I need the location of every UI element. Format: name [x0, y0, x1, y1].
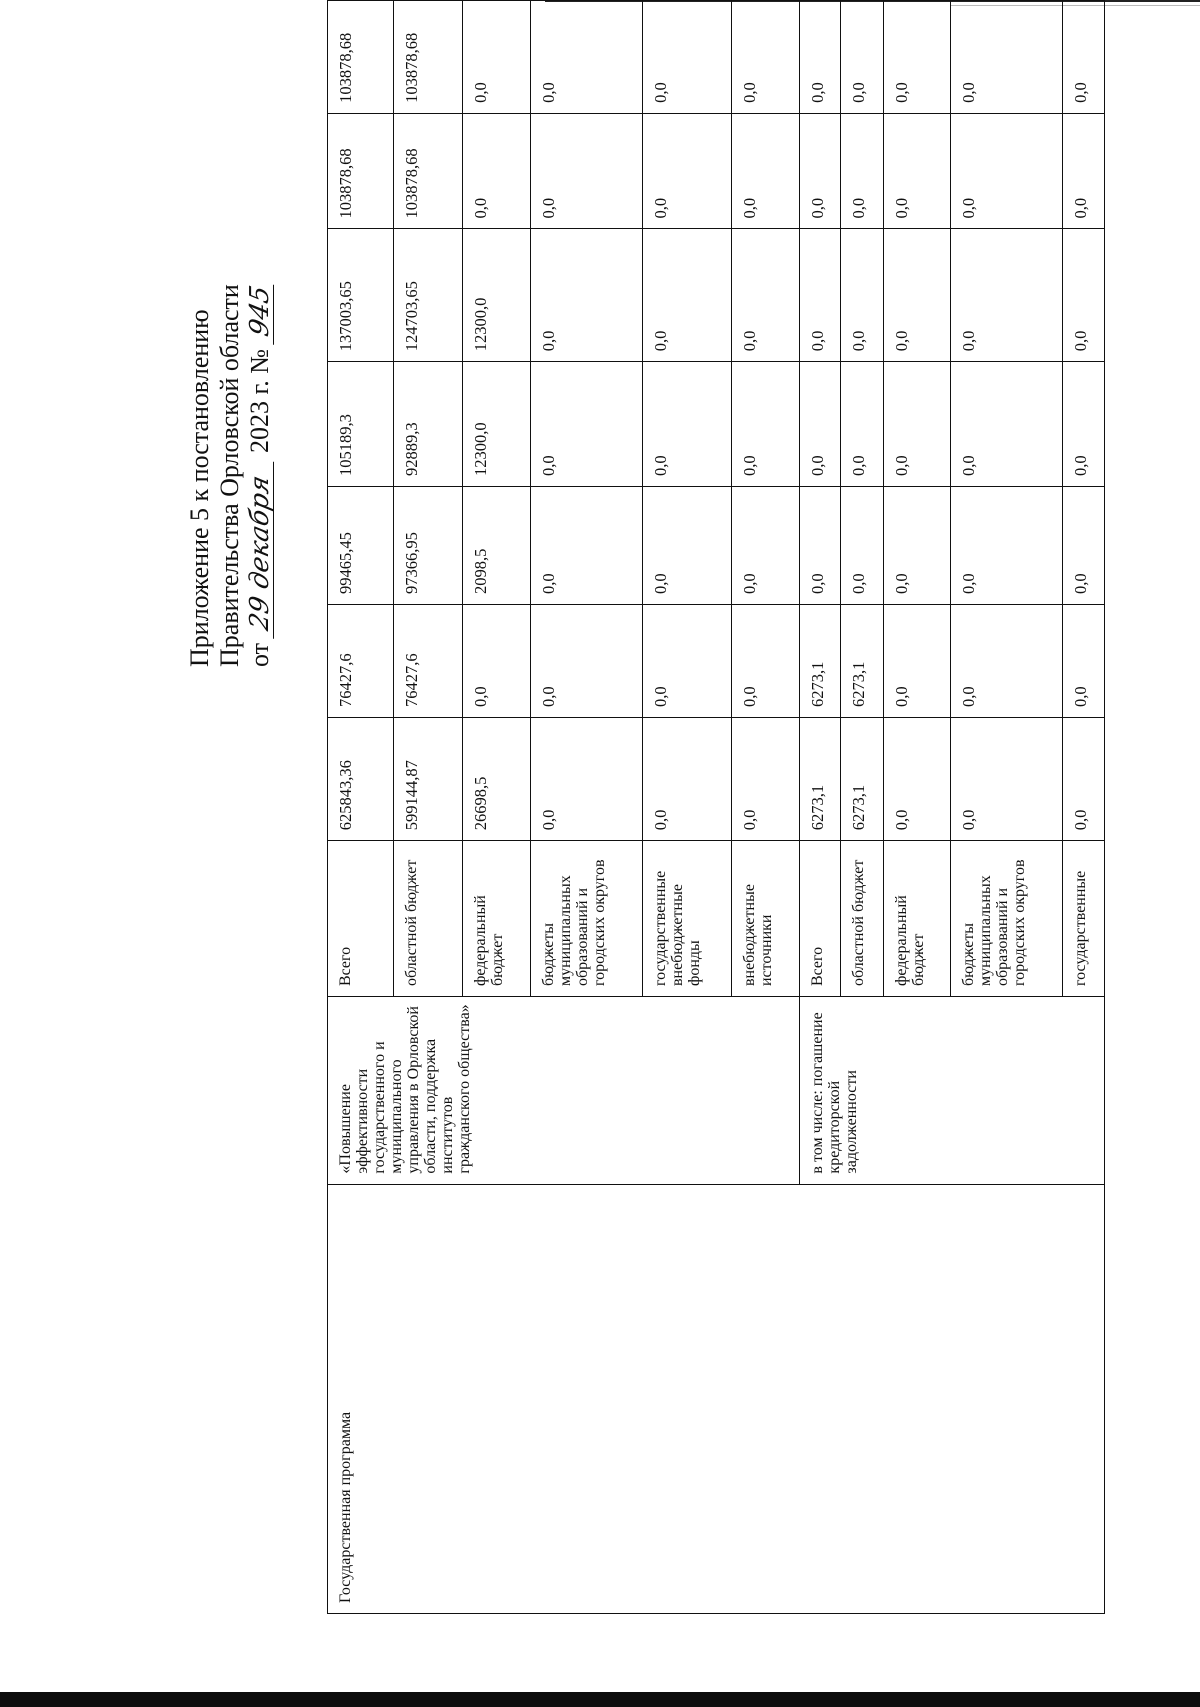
value-cell: 97366,95	[394, 486, 463, 604]
source-cell: Всего	[800, 841, 841, 997]
value-cell: 0,0	[951, 1, 1063, 114]
source-cell: бюджеты муниципальных образований и городских округов	[531, 841, 643, 997]
value-cell: 0,0	[1063, 717, 1105, 840]
value-cell: 625843,36	[328, 717, 394, 840]
value-cell: 0,0	[1063, 362, 1105, 487]
value-cell: 0,0	[643, 113, 732, 229]
header-prefix: от	[245, 642, 274, 667]
value-cell: 103878,68	[394, 1, 463, 114]
value-cell: 124703,65	[394, 229, 463, 362]
value-cell: 0,0	[951, 605, 1063, 718]
value-cell: 0,0	[1063, 486, 1105, 604]
value-cell: 99465,45	[328, 486, 394, 604]
value-cell: 0,0	[732, 362, 800, 487]
value-cell: 0,0	[643, 486, 732, 604]
value-cell: 0,0	[531, 605, 643, 718]
value-cell: 6273,1	[841, 717, 884, 840]
value-cell: 0,0	[531, 362, 643, 487]
value-cell: 0,0	[643, 362, 732, 487]
source-cell: внебюджетные источники	[732, 841, 800, 997]
source-cell: федеральный бюджет	[463, 841, 531, 997]
handwritten-number: 945	[247, 280, 274, 346]
value-cell: 0,0	[1063, 1, 1105, 114]
source-cell: федеральный бюджет	[884, 841, 951, 997]
value-cell: 0,0	[531, 229, 643, 362]
source-cell: государственные	[1063, 841, 1105, 997]
value-cell: 0,0	[531, 717, 643, 840]
value-cell: 0,0	[800, 486, 841, 604]
value-cell: 12300,0	[463, 362, 531, 487]
debt-label-cell: в том числе: погашение кредиторской задолженности	[800, 997, 1105, 1185]
value-cell: 0,0	[884, 717, 951, 840]
value-cell: 0,0	[884, 486, 951, 604]
value-cell: 103878,68	[394, 113, 463, 229]
value-cell: 0,0	[884, 229, 951, 362]
value-cell: 0,0	[951, 229, 1063, 362]
value-cell: 0,0	[884, 362, 951, 487]
value-cell: 0,0	[800, 113, 841, 229]
value-cell: 0,0	[884, 113, 951, 229]
header-line-1: Приложение 5 к постановлению	[185, 309, 214, 667]
value-cell: 0,0	[951, 486, 1063, 604]
value-cell: 0,0	[951, 113, 1063, 229]
value-cell: 0,0	[800, 362, 841, 487]
source-cell: областной бюджет	[394, 841, 463, 997]
value-cell: 0,0	[800, 229, 841, 362]
value-cell: 0,0	[643, 229, 732, 362]
value-cell: 0,0	[531, 113, 643, 229]
value-cell: 6273,1	[800, 717, 841, 840]
value-cell: 0,0	[841, 113, 884, 229]
value-cell: 76427,6	[328, 605, 394, 718]
value-cell: 0,0	[841, 1, 884, 114]
value-cell: 0,0	[463, 113, 531, 229]
value-cell: 0,0	[1063, 229, 1105, 362]
value-cell: 0,0	[531, 1, 643, 114]
value-cell: 0,0	[951, 362, 1063, 487]
value-cell: 0,0	[463, 605, 531, 718]
value-cell: 0,0	[800, 1, 841, 114]
budget-table	[327, 0, 1105, 1614]
value-cell: 76427,6	[394, 605, 463, 718]
budget-table-wrap	[327, 0, 1105, 1614]
value-cell: 0,0	[841, 229, 884, 362]
value-cell: 0,0	[531, 486, 643, 604]
table-row	[328, 1, 394, 1614]
value-cell: 105189,3	[328, 362, 394, 487]
value-cell: 0,0	[841, 486, 884, 604]
value-cell: 0,0	[732, 486, 800, 604]
source-cell: Всего	[328, 841, 394, 997]
value-cell: 0,0	[732, 1, 800, 114]
value-cell: 0,0	[1063, 113, 1105, 229]
value-cell: 12300,0	[463, 229, 531, 362]
value-cell: 0,0	[884, 1, 951, 114]
program-label-cell: Государственная программа	[328, 1184, 1105, 1613]
value-cell: 599144,87	[394, 717, 463, 840]
header-line-3	[245, 47, 275, 667]
value-cell: 6273,1	[800, 605, 841, 718]
value-cell: 103878,68	[328, 113, 394, 229]
header-line-2: Правительства Орловской области	[215, 284, 244, 667]
value-cell: 0,0	[884, 605, 951, 718]
document-header	[185, 47, 275, 667]
value-cell: 2098,5	[463, 486, 531, 604]
value-cell: 0,0	[732, 229, 800, 362]
value-cell: 0,0	[841, 362, 884, 487]
value-cell: 0,0	[643, 717, 732, 840]
value-cell: 0,0	[732, 113, 800, 229]
source-cell: бюджеты муниципальных образований и городских округов	[951, 841, 1063, 997]
value-cell: 0,0	[732, 717, 800, 840]
value-cell: 0,0	[1063, 605, 1105, 718]
value-cell: 0,0	[732, 605, 800, 718]
value-cell: 26698,5	[463, 717, 531, 840]
source-cell: областной бюджет	[841, 841, 884, 997]
value-cell: 92889,3	[394, 362, 463, 487]
value-cell: 0,0	[643, 1, 732, 114]
value-cell: 103878,68	[328, 1, 394, 114]
value-cell: 137003,65	[328, 229, 394, 362]
handwritten-date: 29 декабря	[247, 457, 274, 640]
value-cell: 6273,1	[841, 605, 884, 718]
source-cell: государственные внебюджетные фонды	[643, 841, 732, 997]
value-cell: 0,0	[463, 1, 531, 114]
program-name-cell: «Повышение эффективности государственного и муниципального управления в Орловской области, поддержка институтов гражданского общества»	[328, 997, 800, 1185]
header-year: 2023 г. №	[245, 348, 274, 453]
value-cell: 0,0	[643, 605, 732, 718]
value-cell: 0,0	[951, 717, 1063, 840]
